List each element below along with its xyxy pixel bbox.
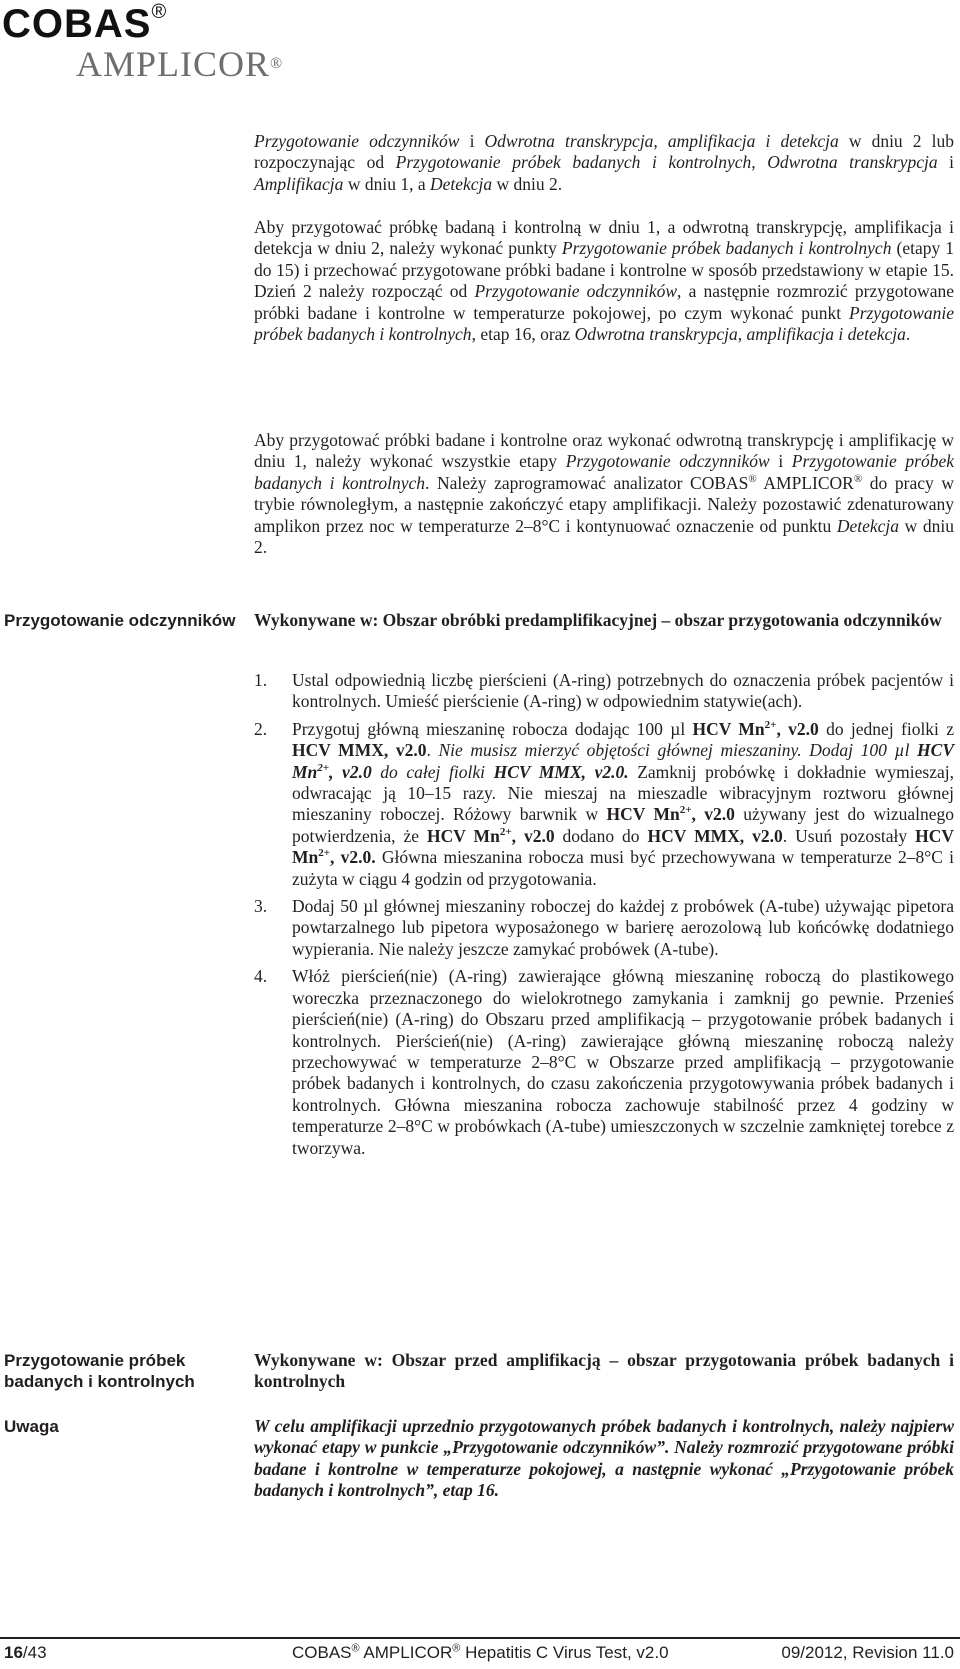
footer-title: COBAS® AMPLICOR® Hepatitis C Virus Test, v2.0 [292,1642,669,1662]
section-heading-reagents: Wykonywane w: Obszar obróbki predamplifikacyjnej – obszar przygotowania odczynników [254,610,942,630]
intro-paragraph-2: Aby przygotować próbkę badaną i kontrolną w dniu 1, a odwrotną transkrypcję, amplifikacja i detekcja w dniu 2, należy wykonać punkty Przygotowanie próbek badanych i kontrolnych (etapy 1 do 15) i przechować przygotowane próbki badane i kontrolne w sposób przedstawiony w etapie 15. Dzień 2 należy rozpocząć od Przygotowanie odczynników, a następnie rozmrozić przygotowane próbki badane i kontrolne w temperaturze pokojowej, po czym wykonać punkt Przygotowanie próbek badanych i kontrolnych, etap 16, oraz Odwrotna transkrypcja, amplifikacja i detekcja. [254,217,954,345]
intro-paragraph-3: Aby przygotować próbki badane i kontrolne oraz wykonać odwrotną transkrypcję i amplifikację w dniu 1, należy wykonać wszystkie etapy Przygotowanie odczynników i Przygotowanie próbek badanych i kontrolnych. Należy zaprogramować analizator COBAS® AMPLICOR® do pracy w trybie równoległym, a następnie zakończyć etapy amplifikacji. Należy pozostawić zdenaturowany amplikon przez noc w temperaturze 2–8°C i kontynuować oznaczenie od punktu Detekcja w dniu 2. [254,430,955,558]
note-text: W celu amplifikacji uprzednio przygotowanych próbek badanych i kontrolnych, należy najpierw wykonać etapy w punkcie „Przygotowanie odczynników”. Należy rozmrozić przygotowane próbki badane i kontrolne w temperaturze pokojowej, a następnie wykonać „Przygotowanie próbek badanych i kontrolnych”, etap 16. [254,1416,954,1501]
logo-cobas: COBAS® [2,1,168,46]
list-item: 4. Włóż pierścień(nie) (A-ring) zawierające główną mieszaninę roboczą do plastikowego woreczka przeznaczonego do wielokrotnego zamykania i zamknij go pewnie. Przenieś pierścień(nie) (A-ring) do Obszaru przed amplifikacją – przygotowanie próbek badanych i kontrolnych. Pierścień(nie) (A-ring) zawierające główną mieszaninę roboczą należy przechowywać w temperaturze 2–8°C w Obszarze przed amplifikacją – przygotowanie próbek badanych i kontrolnych, do czasu zakończenia przygotowywania próbek badanych i kontrolnych. Główna mieszanina robocza zachowuje stabilność przez 4 godziny w temperaturze 2–8°C w probówkach (A-tube) umieszczonych w szczelnie zamkniętej torebce z tworzywa. [254,966,954,1158]
list-item: 2. Przygotuj główną mieszaninę robocza dodając 100 µl HCV $Mn^{2+}$, v2.0 do jednej fiolki z HCV MMX, v2.0. Nie musisz mierzyć objętości głównej mieszaniny. Dodaj 100 µl HCV $Mn^{2+}$, v2.0 do całej fiolki HCV MMX, v2.0. Zamknij probówkę i dokładnie wymieszaj, odwracając ją 10–15 razy. Nie mieszaj na mieszadle wibracyjnym roztworu głównej mieszaniny roboczej. Różowy barwnik w HCV $Mn^{2+}$, v2.0 używany jest do wizualnego potwierdzenia, że HCV $Mn^{2+}$, v2.0 dodano do HCV MMX, v2.0. Usuń pozostały HCV $Mn^{2+}$, v2.0. Główna mieszanina robocza musi być przechowywana w temperaturze 2–8°C i zużyta w ciągu 4 godzin od przygotowania. [254,718,955,889]
footer-divider [0,1637,960,1639]
side-label-reagents: Przygotowanie odczynników [4,611,236,630]
list-item: 1. Ustal odpowiednią liczbę pierścieni (A-ring) potrzebnych do oznaczenia próbek pacjentów i kontrolnych. Umieść pierścienie (A-ring) w odpowiednim statywie(ach). [254,670,954,712]
side-label-samples: Przygotowanie próbek badanych i kontrolnych [4,1351,195,1391]
reagent-steps [254,670,954,1165]
footer-revision: 09/2012, Revision 11.0 [781,1643,954,1662]
section-heading-samples: Wykonywane w: Obszar przed amplifikacją – obszar przygotowania próbek badanych i kontrolnych [254,1350,954,1392]
intro-paragraph-1: Przygotowanie odczynników i Odwrotna transkrypcja, amplifikacja i detekcja w dniu 2 lub rozpoczynając od Przygotowanie próbek badanych i kontrolnych, Odwrotna transkrypcja i Amplifikacja w dniu 1, a Detekcja w dniu 2. [254,131,955,194]
side-label-note: Uwaga [4,1417,59,1436]
list-item: 3. Dodaj 50 µl głównej mieszaniny roboczej do każdej z probówek (A-tube) używając pipetora powtarzalnego lub pipetora wyposażonego w barierę aerozolową lub końcówkę dodatniego wypierania. Nie należy jeszcze zamykać probówek (A-tube). [254,896,954,959]
logo-amplicor: AMPLICOR® [76,44,284,84]
page-number: 16/43 [4,1643,47,1662]
